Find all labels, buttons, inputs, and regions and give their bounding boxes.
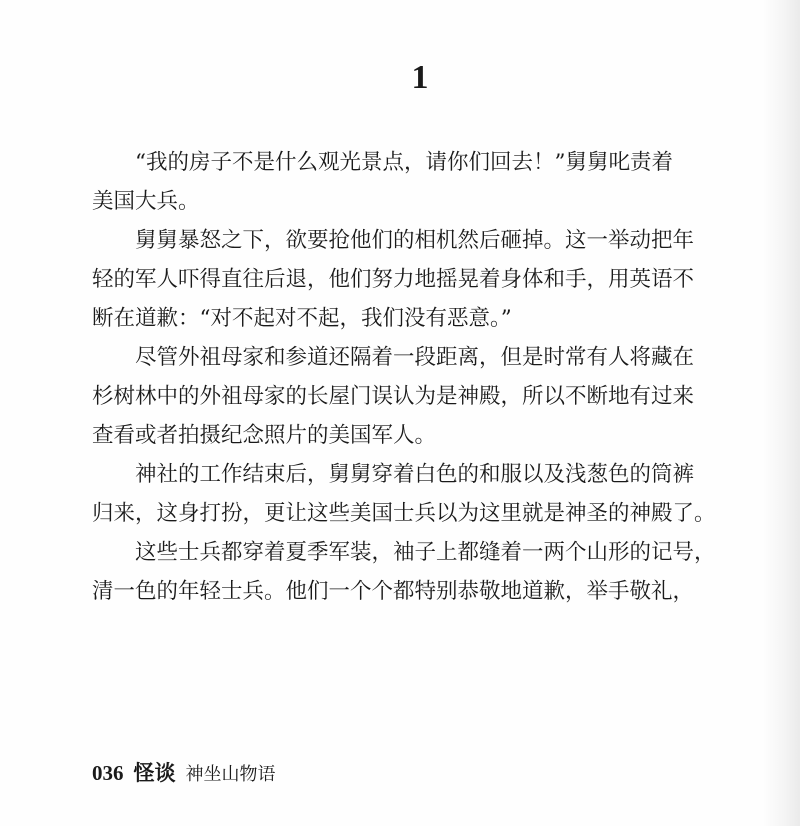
paragraph-2 <box>92 221 758 338</box>
book-subtitle: 神坐山物语 <box>185 764 276 785</box>
text-line: 清一色的年轻士兵。他们一个个都特别恭敬地道歉，举手敬礼， <box>92 579 695 604</box>
text-line: 归来，这身打扮，更让这些美国士兵以为这里就是神圣的神殿了。 <box>92 501 716 526</box>
text-line: “我的房子不是什么观光景点，请你们回去！”舅舅叱责着 <box>135 150 673 175</box>
text-line: 杉树林中的外祖母家的长屋门误认为是神殿，所以不断地有过来 <box>92 384 695 409</box>
text-line: 舅舅暴怒之下，欲要抢他们的相机然后砸掉。这一举动把年 <box>135 228 695 253</box>
page-footer <box>92 757 276 787</box>
page-edge-shadow <box>762 0 800 826</box>
page-number: 036 <box>92 761 124 785</box>
chapter-number: 1 <box>411 59 429 96</box>
paragraph-4 <box>92 455 758 533</box>
paragraph-5 <box>92 533 758 611</box>
text-line: 这些士兵都穿着夏季军装，袖子上都缝着一两个山形的记号， <box>135 540 716 565</box>
text-line: 轻的军人吓得直往后退，他们努力地摇晃着身体和手，用英语不 <box>92 267 695 292</box>
text-line: 查看或者拍摄纪念照片的美国军人。 <box>92 423 437 448</box>
book-title: 怪谈 <box>133 760 176 785</box>
text-line: 神社的工作结束后，舅舅穿着白色的和服以及浅葱色的筒裤 <box>135 462 695 487</box>
text-line: 断在道歉：“对不起对不起，我们没有恶意。” <box>92 306 512 331</box>
text-line: 美国大兵。 <box>92 189 200 214</box>
body-text <box>92 143 758 611</box>
text-line: 尽管外祖母家和参道还隔着一段距离，但是时常有人将藏在 <box>135 345 695 370</box>
paragraph-3 <box>92 338 758 455</box>
paragraph-1 <box>92 143 758 221</box>
